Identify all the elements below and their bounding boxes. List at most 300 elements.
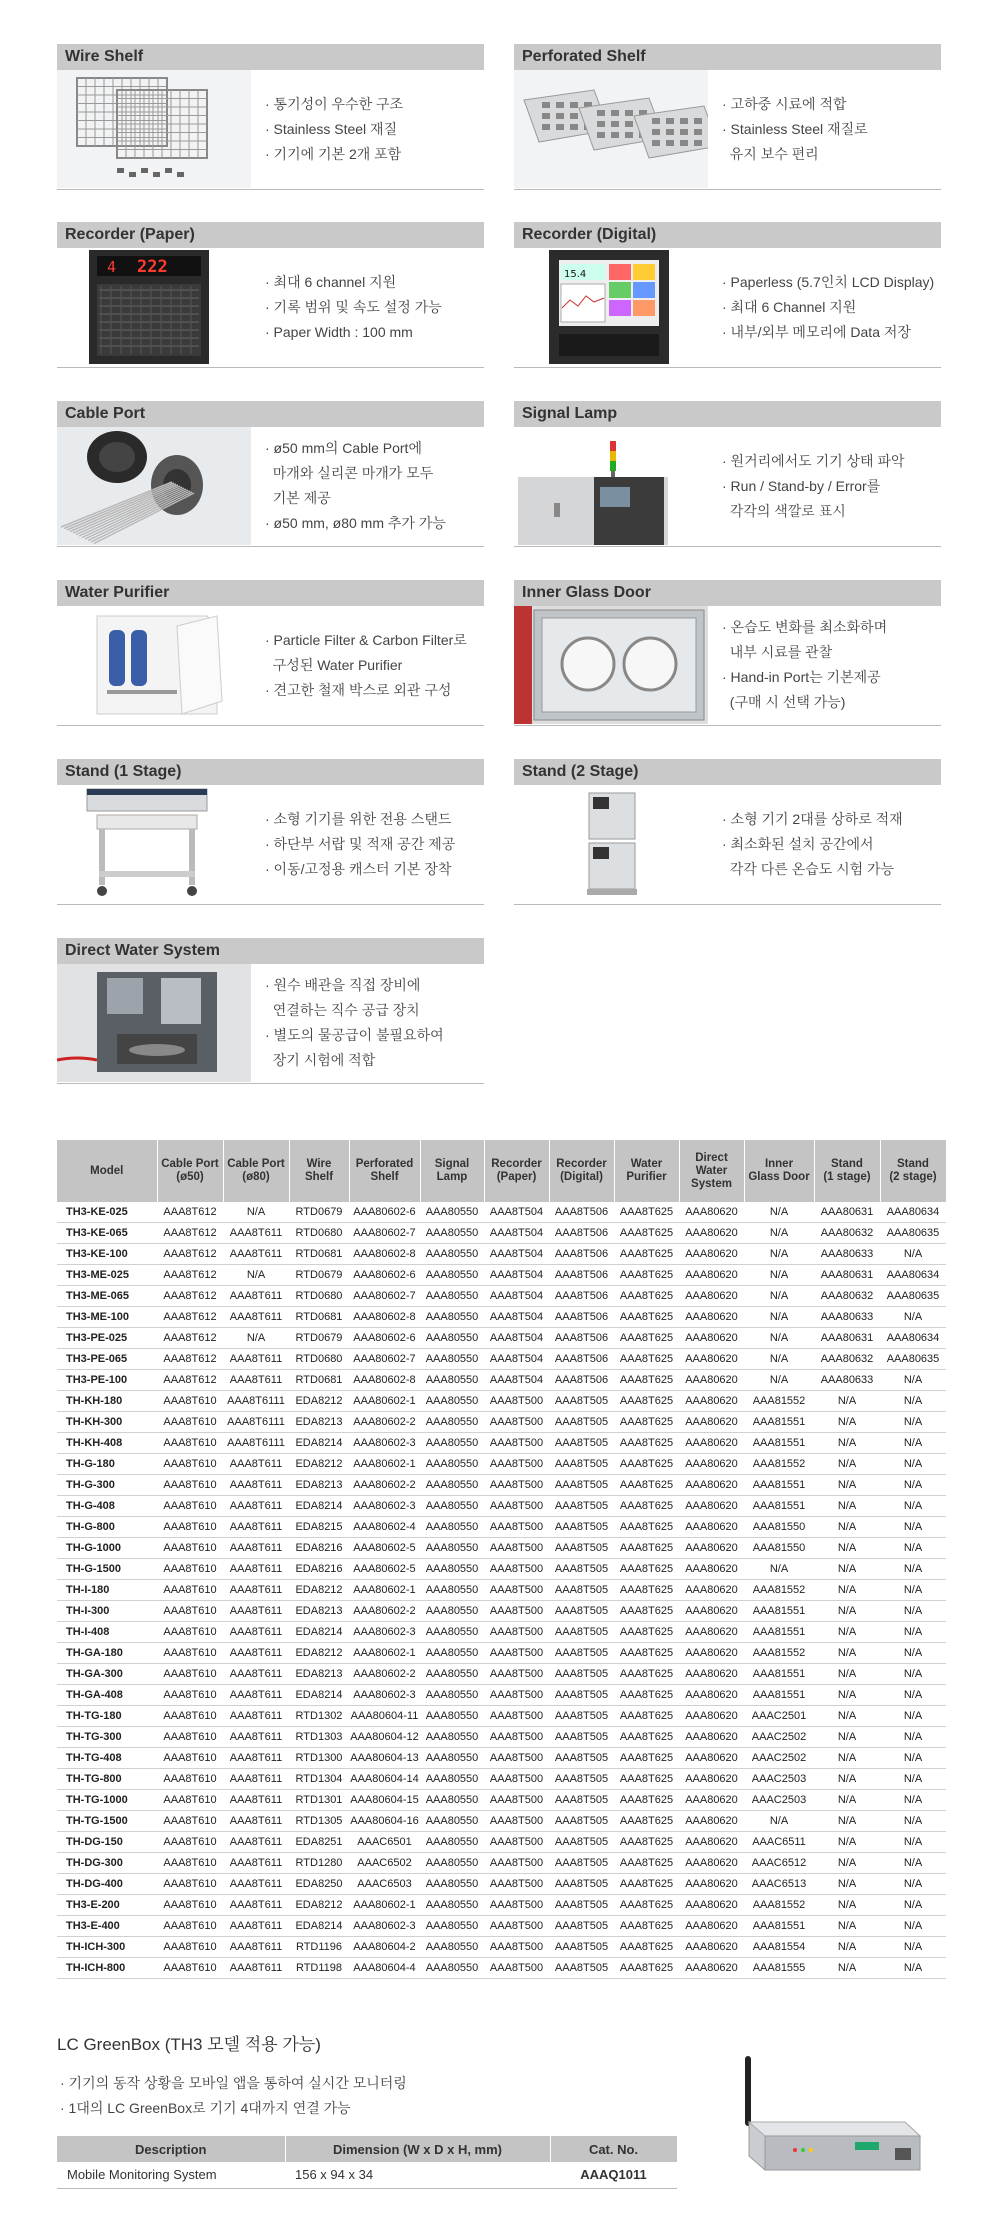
model-cell: TH3-ME-100 (57, 1307, 157, 1328)
part-number-cell: N/A (814, 1475, 880, 1496)
part-number-cell: AAA80550 (420, 1202, 484, 1223)
part-number-cell: AAA8T505 (549, 1916, 614, 1937)
part-number-cell: AAA80550 (420, 1895, 484, 1916)
part-number-cell: AAA8T625 (614, 1475, 679, 1496)
part-number-cell: N/A (880, 1433, 946, 1454)
part-number-cell: AAAC6501 (349, 1832, 420, 1853)
accessory-description (257, 427, 484, 545)
part-number-cell: AAA8T625 (614, 1832, 679, 1853)
part-number-cell: AAA80550 (420, 1538, 484, 1559)
table-row (57, 1286, 946, 1307)
model-cell: TH-G-300 (57, 1475, 157, 1496)
part-number-cell: AAA8T504 (484, 1244, 549, 1265)
part-number-cell: AAA8T611 (223, 1832, 289, 1853)
part-number-cell: AAA80550 (420, 1391, 484, 1412)
part-number-cell: EDA8250 (289, 1874, 349, 1895)
model-cell: TH-G-408 (57, 1496, 157, 1517)
part-number-cell: N/A (744, 1265, 814, 1286)
table-row (57, 1811, 946, 1832)
part-number-cell: AAA8T500 (484, 1706, 549, 1727)
accessory-description (257, 70, 484, 188)
table-row (57, 1664, 946, 1685)
accessory-feature: · 원거리에서도 기기 상태 파악 (722, 452, 905, 469)
part-number-cell: N/A (880, 1559, 946, 1580)
accessory-title: Stand (2 Stage) (514, 759, 941, 785)
part-number-cell: N/A (223, 1328, 289, 1349)
part-number-cell: AAA8T500 (484, 1559, 549, 1580)
part-number-cell: AAAC6511 (744, 1832, 814, 1853)
part-number-cell: AAA8T504 (484, 1370, 549, 1391)
part-number-cell: AAA8T504 (484, 1286, 549, 1307)
part-number-cell: N/A (880, 1937, 946, 1958)
table-header-4: Perforated Shelf (349, 1140, 420, 1202)
part-number-cell: AAA8T505 (549, 1412, 614, 1433)
part-number-cell: N/A (814, 1895, 880, 1916)
part-number-cell: AAA8T610 (157, 1916, 223, 1937)
part-number-cell: AAA80550 (420, 1559, 484, 1580)
part-number-cell: AAA8T500 (484, 1916, 549, 1937)
model-cell: TH-I-408 (57, 1622, 157, 1643)
svg-text:15.4: 15.4 (564, 269, 587, 280)
part-number-cell: AAA80602-1 (349, 1643, 420, 1664)
part-number-cell: N/A (744, 1223, 814, 1244)
accessory-feature: · 소형 기기 2대를 상하로 적재 (722, 810, 903, 827)
part-number-cell: AAA8T505 (549, 1706, 614, 1727)
part-number-cell: AAA8T625 (614, 1790, 679, 1811)
part-number-cell: AAA80620 (679, 1748, 744, 1769)
model-cell: TH-TG-1000 (57, 1790, 157, 1811)
accessory-card (57, 759, 484, 905)
part-number-cell: AAA80633 (814, 1307, 880, 1328)
part-number-cell: AAA8T500 (484, 1832, 549, 1853)
part-number-cell: AAA8T504 (484, 1202, 549, 1223)
part-number-cell: AAA8T611 (223, 1223, 289, 1244)
part-number-cell: AAA8T610 (157, 1874, 223, 1895)
accessory-description (257, 248, 484, 366)
table-row (57, 1349, 946, 1370)
part-number-cell: N/A (744, 1244, 814, 1265)
part-number-cell: AAA80602-4 (349, 1517, 420, 1538)
part-number-cell: N/A (880, 1769, 946, 1790)
part-number-cell: AAA80620 (679, 1853, 744, 1874)
part-number-cell: AAA80620 (679, 1811, 744, 1832)
model-cell: TH-GA-300 (57, 1664, 157, 1685)
part-number-cell: AAA80620 (679, 1685, 744, 1706)
accessory-description (714, 248, 941, 366)
accessory-feature: 구성된 Water Purifier (265, 656, 403, 673)
part-number-cell: AAA80632 (814, 1349, 880, 1370)
part-number-cell: AAA80550 (420, 1370, 484, 1391)
part-number-cell: AAA8T500 (484, 1769, 549, 1790)
model-cell: TH-DG-150 (57, 1832, 157, 1853)
part-number-cell: AAA80620 (679, 1412, 744, 1433)
part-number-cell: N/A (814, 1727, 880, 1748)
part-number-cell: AAA80620 (679, 1286, 744, 1307)
part-number-cell: AAA8T610 (157, 1454, 223, 1475)
part-number-cell: N/A (880, 1832, 946, 1853)
part-number-cell: AAAC6503 (349, 1874, 420, 1895)
accessory-description (714, 427, 941, 545)
part-number-cell: AAA8T611 (223, 1811, 289, 1832)
part-number-cell: AAA8T625 (614, 1601, 679, 1622)
model-cell: TH-TG-1500 (57, 1811, 157, 1832)
part-number-cell: EDA8214 (289, 1685, 349, 1706)
part-number-cell: AAA8T625 (614, 1391, 679, 1412)
part-number-cell: AAA80620 (679, 1622, 744, 1643)
part-number-cell: N/A (880, 1790, 946, 1811)
model-cell: TH-G-1500 (57, 1559, 157, 1580)
accessory-title: Direct Water System (57, 938, 484, 964)
part-number-cell: AAA8T625 (614, 1853, 679, 1874)
part-number-cell: AAA8T505 (549, 1874, 614, 1895)
accessory-feature: · 이동/고정용 캐스터 기본 장착 (265, 860, 452, 877)
accessory-image (514, 606, 708, 724)
part-number-cell: EDA8213 (289, 1664, 349, 1685)
accessory-feature: · 내부/외부 메모리에 Data 저장 (722, 323, 911, 340)
part-number-cell: N/A (744, 1370, 814, 1391)
part-number-cell: AAA8T612 (157, 1202, 223, 1223)
part-number-cell: AAA81551 (744, 1601, 814, 1622)
accessory-feature: · 온습도 변화를 최소화하며 (722, 619, 888, 635)
part-number-cell: N/A (880, 1538, 946, 1559)
accessory-feature: · 기기에 기본 2개 포함 (265, 145, 402, 162)
part-number-cell: AAA80602-8 (349, 1244, 420, 1265)
accessory-image (514, 248, 708, 366)
part-number-cell: AAA8T505 (549, 1580, 614, 1601)
accessory-image (57, 248, 251, 366)
part-number-cell: AAA80635 (880, 1349, 946, 1370)
part-number-cell: AAA80620 (679, 1391, 744, 1412)
accessory-feature: · 통기성이 우수한 구조 (265, 95, 404, 112)
part-number-cell: AAA80620 (679, 1454, 744, 1475)
part-number-cell: AAA8T506 (549, 1244, 614, 1265)
part-number-cell: N/A (880, 1706, 946, 1727)
part-number-cell: AAA8T625 (614, 1349, 679, 1370)
part-number-cell: AAA80602-8 (349, 1370, 420, 1391)
part-number-cell: N/A (814, 1412, 880, 1433)
model-cell: TH3-KE-065 (57, 1223, 157, 1244)
part-number-cell: N/A (814, 1580, 880, 1601)
part-number-cell: AAA8T505 (549, 1664, 614, 1685)
signal-lamp-image (514, 427, 708, 545)
part-number-cell: AAA8T610 (157, 1958, 223, 1979)
part-number-cell: AAA81550 (744, 1538, 814, 1559)
part-number-cell: N/A (880, 1895, 946, 1916)
part-number-cell: AAA80550 (420, 1958, 484, 1979)
table-row (57, 1622, 946, 1643)
part-number-cell: AAA80550 (420, 1622, 484, 1643)
part-number-cell: N/A (744, 1349, 814, 1370)
part-number-cell: AAA8T610 (157, 1664, 223, 1685)
accessory-feature: · 견고한 철재 박스로 외관 구성 (265, 681, 452, 698)
part-number-cell: AAA80631 (814, 1328, 880, 1349)
greenbox-device-image (735, 2052, 925, 2182)
part-number-cell: AAA80602-2 (349, 1475, 420, 1496)
part-number-cell: AAA8T610 (157, 1790, 223, 1811)
accessory-feature: · 원수 배관을 직접 장비에 (265, 977, 421, 993)
part-number-cell: AAA8T500 (484, 1433, 549, 1454)
part-number-cell: AAA80604-15 (349, 1790, 420, 1811)
part-number-cell: RTD1305 (289, 1811, 349, 1832)
part-number-cell: AAA8T504 (484, 1328, 549, 1349)
part-number-cell: AAA8T625 (614, 1370, 679, 1391)
part-number-cell: AAA8T625 (614, 1916, 679, 1937)
part-number-cell: AAA8T625 (614, 1748, 679, 1769)
part-number-cell: EDA8212 (289, 1580, 349, 1601)
part-number-cell: AAA81551 (744, 1412, 814, 1433)
accessory-feature: (구매 시 선택 가능) (722, 694, 846, 710)
part-number-cell: AAA80550 (420, 1937, 484, 1958)
part-number-cell: EDA8216 (289, 1538, 349, 1559)
part-number-cell: N/A (880, 1454, 946, 1475)
stand-2-stage-image (514, 785, 708, 903)
part-number-cell: AAA8T611 (223, 1748, 289, 1769)
accessory-feature: · 최대 6 Channel 지원 (722, 298, 857, 315)
part-number-cell: AAA81551 (744, 1433, 814, 1454)
table-row (57, 1223, 946, 1244)
part-number-cell: AAA8T625 (614, 1706, 679, 1727)
part-number-cell: AAA80620 (679, 1538, 744, 1559)
part-number-cell: AAA80602-2 (349, 1412, 420, 1433)
part-number-cell: AAA8T611 (223, 1454, 289, 1475)
model-cell: TH-G-800 (57, 1517, 157, 1538)
part-number-cell: AAA8T505 (549, 1769, 614, 1790)
part-number-cell: N/A (814, 1496, 880, 1517)
part-number-cell: AAA8T625 (614, 1202, 679, 1223)
part-number-cell: AAA8T611 (223, 1349, 289, 1370)
table-row (57, 1328, 946, 1349)
table-row (57, 1202, 946, 1223)
accessory-feature: 연결하는 직수 공급 장치 (265, 1002, 420, 1018)
part-number-cell: AAA80550 (420, 1307, 484, 1328)
accessory-feature: · ø50 mm의 Cable Port에 (265, 440, 422, 456)
table-row (57, 1433, 946, 1454)
part-number-cell: AAA8T625 (614, 1559, 679, 1580)
part-number-cell: AAA80550 (420, 1475, 484, 1496)
part-number-cell: AAA81551 (744, 1685, 814, 1706)
part-number-cell: AAA8T625 (614, 1811, 679, 1832)
table-row (57, 1832, 946, 1853)
part-number-cell: AAA80602-6 (349, 1265, 420, 1286)
table-row (57, 1853, 946, 1874)
part-number-cell: EDA8215 (289, 1517, 349, 1538)
table-row (57, 1916, 946, 1937)
accessory-description (257, 606, 484, 724)
part-number-cell: AAA8T504 (484, 1223, 549, 1244)
part-number-cell: AAA80620 (679, 1601, 744, 1622)
accessory-feature: · Paper Width : 100 mm (265, 323, 413, 340)
accessory-image (514, 785, 708, 903)
part-number-cell: N/A (880, 1958, 946, 1979)
part-number-cell: AAA81551 (744, 1622, 814, 1643)
part-number-cell: RTD0680 (289, 1223, 349, 1244)
part-number-cell: N/A (814, 1769, 880, 1790)
part-number-cell: AAA80550 (420, 1265, 484, 1286)
model-cell: TH-TG-300 (57, 1727, 157, 1748)
part-number-cell: AAA8T625 (614, 1328, 679, 1349)
part-number-cell: AAAC6502 (349, 1853, 420, 1874)
part-number-cell: AAA80602-8 (349, 1307, 420, 1328)
part-number-cell: AAA80620 (679, 1328, 744, 1349)
part-number-cell: AAA80604-13 (349, 1748, 420, 1769)
part-number-cell: AAA8T504 (484, 1349, 549, 1370)
model-cell: TH-I-180 (57, 1580, 157, 1601)
accessory-feature: · Stainless Steel 재질 (265, 120, 398, 137)
part-number-cell: AAA8T610 (157, 1895, 223, 1916)
table-header-5: Signal Lamp (420, 1140, 484, 1202)
table-header-8: Water Purifier (614, 1140, 679, 1202)
part-number-cell: AAA81551 (744, 1475, 814, 1496)
part-number-cell: N/A (880, 1853, 946, 1874)
part-number-cell: AAA8T610 (157, 1748, 223, 1769)
table-header-11: Stand (1 stage) (814, 1140, 880, 1202)
accessory-feature: · 소형 기기를 위한 전용 스탠드 (265, 810, 452, 827)
part-number-cell: AAA80620 (679, 1475, 744, 1496)
part-number-cell: AAA8T612 (157, 1370, 223, 1391)
part-number-cell: EDA8214 (289, 1496, 349, 1517)
part-number-cell: AAA80550 (420, 1706, 484, 1727)
table-row (57, 1727, 946, 1748)
part-number-cell: AAA80604-12 (349, 1727, 420, 1748)
part-number-cell: AAA80604-2 (349, 1937, 420, 1958)
part-number-cell: AAA8T611 (223, 1664, 289, 1685)
part-number-cell: AAA8T6111 (223, 1433, 289, 1454)
part-number-cell: AAA8T612 (157, 1328, 223, 1349)
part-number-cell: N/A (814, 1874, 880, 1895)
part-number-cell: AAA80602-3 (349, 1685, 420, 1706)
part-number-cell: AAA8T505 (549, 1433, 614, 1454)
part-number-cell: AAA80620 (679, 1265, 744, 1286)
part-number-cell: RTD0680 (289, 1286, 349, 1307)
part-number-cell: AAA8T610 (157, 1811, 223, 1832)
greenbox-description: Mobile Monitoring System (57, 2162, 285, 2188)
part-number-cell: AAA8T611 (223, 1958, 289, 1979)
part-number-cell: AAA80602-7 (349, 1349, 420, 1370)
table-row (57, 1538, 946, 1559)
accessory-description (257, 785, 484, 903)
part-number-cell: RTD0681 (289, 1370, 349, 1391)
part-number-cell: AAA8T625 (614, 1412, 679, 1433)
table-row (57, 1496, 946, 1517)
part-number-cell: EDA8212 (289, 1895, 349, 1916)
part-number-cell: N/A (880, 1391, 946, 1412)
part-number-cell: AAA8T611 (223, 1475, 289, 1496)
part-number-cell: AAA8T625 (614, 1727, 679, 1748)
part-number-cell: EDA8251 (289, 1832, 349, 1853)
part-number-cell: AAA80620 (679, 1727, 744, 1748)
part-number-cell: AAA80550 (420, 1643, 484, 1664)
part-number-cell: AAA8T500 (484, 1853, 549, 1874)
part-number-cell: AAA8T505 (549, 1748, 614, 1769)
part-number-cell: AAA80602-6 (349, 1328, 420, 1349)
part-number-cell: RTD0681 (289, 1307, 349, 1328)
part-number-cell: AAA80620 (679, 1874, 744, 1895)
model-cell: TH3-PE-025 (57, 1328, 157, 1349)
part-number-cell: AAA80602-5 (349, 1538, 420, 1559)
part-number-cell: AAA8T610 (157, 1643, 223, 1664)
part-number-cell: N/A (814, 1601, 880, 1622)
part-number-cell: AAA8T500 (484, 1454, 549, 1475)
part-number-cell: AAA8T610 (157, 1496, 223, 1517)
table-header-12: Stand (2 stage) (880, 1140, 946, 1202)
table-row (57, 1790, 946, 1811)
accessory-feature: 각각의 색깔로 표시 (722, 502, 846, 519)
table-body (57, 1202, 946, 1979)
accessory-title: Signal Lamp (514, 401, 941, 427)
part-number-cell: AAA8T506 (549, 1349, 614, 1370)
part-number-cell: AAA8T505 (549, 1475, 614, 1496)
table-row (57, 1769, 946, 1790)
table-header-9: Direct Water System (679, 1140, 744, 1202)
part-number-cell: AAA81554 (744, 1937, 814, 1958)
part-number-cell: AAA8T610 (157, 1433, 223, 1454)
part-number-cell: EDA8216 (289, 1559, 349, 1580)
table-row (57, 1958, 946, 1979)
part-number-cell: AAA8T505 (549, 1937, 614, 1958)
part-number-cell: AAA80633 (814, 1370, 880, 1391)
accessory-title: Recorder (Paper) (57, 222, 484, 248)
part-number-cell: RTD1302 (289, 1706, 349, 1727)
part-number-cell: AAAC2503 (744, 1790, 814, 1811)
part-number-cell: AAA8T625 (614, 1433, 679, 1454)
part-number-cell: AAA80620 (679, 1832, 744, 1853)
table-header-10: Inner Glass Door (744, 1140, 814, 1202)
part-number-cell: AAA80604-11 (349, 1706, 420, 1727)
part-number-cell: AAA80620 (679, 1937, 744, 1958)
accessory-image (57, 964, 251, 1082)
part-number-cell: AAA8T625 (614, 1685, 679, 1706)
accessory-card (514, 401, 941, 547)
part-number-cell: N/A (814, 1790, 880, 1811)
part-number-cell: AAA8T506 (549, 1328, 614, 1349)
greenbox-header: Dimension (W x D x H, mm) (285, 2136, 550, 2162)
part-number-cell: N/A (744, 1328, 814, 1349)
part-number-cell: AAA81551 (744, 1916, 814, 1937)
accessory-card (514, 759, 941, 905)
part-number-cell: AAA80550 (420, 1349, 484, 1370)
part-number-cell: AAA8T625 (614, 1643, 679, 1664)
accessory-description (714, 70, 941, 188)
part-number-cell: AAA8T611 (223, 1517, 289, 1538)
part-number-cell: N/A (814, 1853, 880, 1874)
part-number-cell: AAA8T505 (549, 1496, 614, 1517)
part-number-cell: AAA80633 (814, 1244, 880, 1265)
part-number-cell: AAA80602-3 (349, 1433, 420, 1454)
part-number-cell: N/A (880, 1685, 946, 1706)
part-number-cell: AAA80550 (420, 1580, 484, 1601)
accessory-feature: · Paperless (5.7인치 LCD Display) (722, 273, 935, 290)
part-number-cell: AAA8T625 (614, 1958, 679, 1979)
antenna (745, 2056, 751, 2126)
part-number-cell: N/A (814, 1706, 880, 1727)
accessory-feature: 기본 제공 (265, 490, 331, 506)
part-number-cell: N/A (744, 1559, 814, 1580)
accessory-title: Cable Port (57, 401, 484, 427)
model-cell: TH3-PE-065 (57, 1349, 157, 1370)
greenbox-title: LC GreenBox (TH3 모델 적용 가능) (57, 2035, 321, 2054)
model-cell: TH-DG-300 (57, 1853, 157, 1874)
part-number-cell: AAA8T612 (157, 1265, 223, 1286)
accessory-feature: 유지 보수 편리 (722, 145, 819, 162)
accessory-title: Stand (1 Stage) (57, 759, 484, 785)
table-row (57, 1559, 946, 1580)
part-number-cell: AAA8T610 (157, 1832, 223, 1853)
part-number-cell: RTD1280 (289, 1853, 349, 1874)
part-number-cell: AAA80550 (420, 1685, 484, 1706)
table-row (57, 1643, 946, 1664)
part-number-cell: EDA8214 (289, 1916, 349, 1937)
part-number-cell: N/A (880, 1307, 946, 1328)
